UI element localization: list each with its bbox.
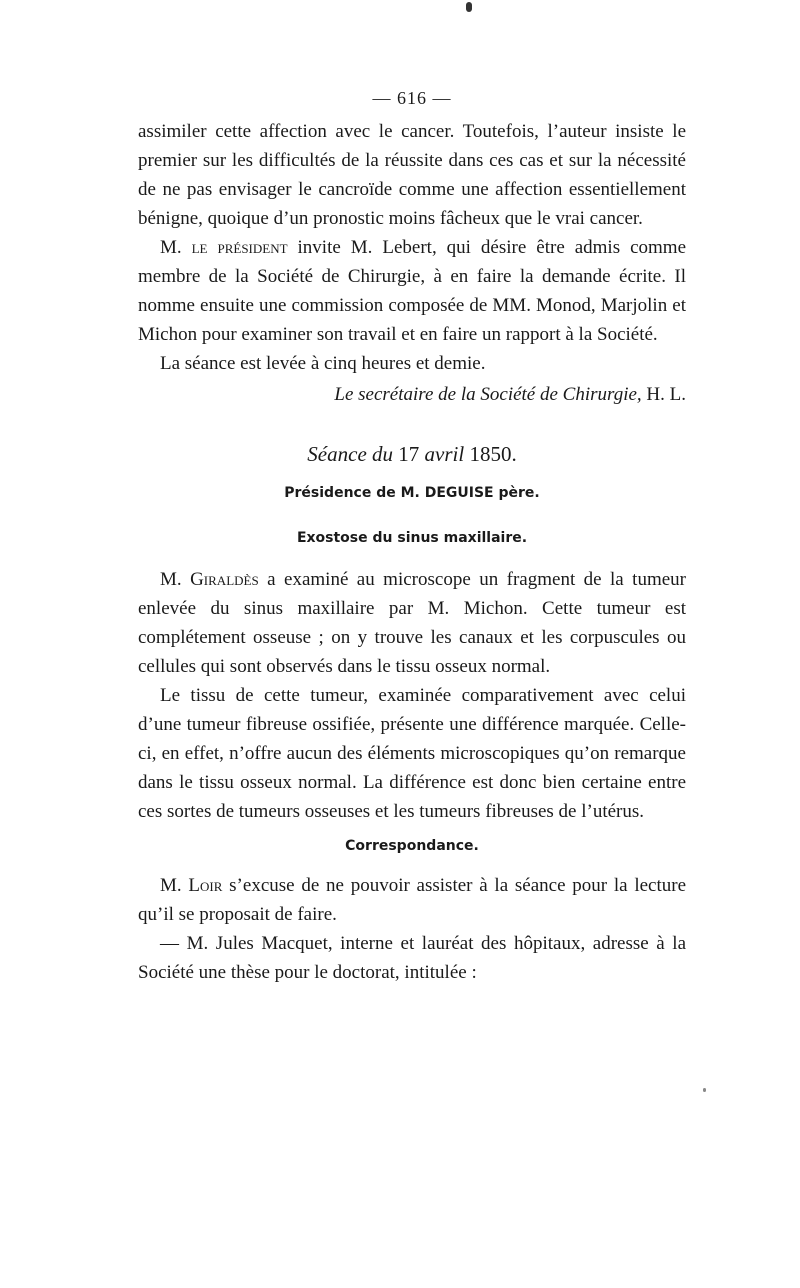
session-day: 17	[393, 442, 425, 466]
paragraph-text: invite M. Lebert, qui désire être admis comme membre de la Société de Chirurgie, à en faire la demande écrite. Il nomme ensuite une commission composée de MM. Monod, Marjolin et Michon pour examiner son travail et en faire un rapport à la Société.	[138, 237, 687, 345]
presidency-line: Présidence de M. DEGUISE père.	[284, 485, 540, 501]
paragraph-text: a examiné au microscope un fragment de la tumeur enlevée du sinus maxillaire par M. Michon. Cette tumeur est complétement osseuse ; on y trouve les canaux et les corpuscules ou cellules qui sont observés dans le tissu osseux normal.	[138, 569, 686, 677]
speaker-name: M. Giraldès	[160, 569, 259, 590]
session-month: avril	[424, 442, 465, 466]
speaker-name: M. le président	[160, 237, 288, 258]
paragraph	[138, 871, 686, 929]
paragraph	[138, 565, 686, 681]
section-heading: Correspondance.	[345, 838, 479, 854]
paragraph: Le tissu de cette tumeur, examinée comparativement avec celui d’une tumeur fibreuse ossifiée, présente une différence marquée. Celle-ci, en effet, n’offre aucun des éléments microscopiques qu’on remarque dans le tissu osseux normal. La différence est donc bien certaine entre ces sortes de tumeurs osseuses et les tumeurs fibreuses de l’utérus.	[138, 685, 686, 822]
paragraph: assimiler cette affection avec le cancer. Toutefois, l’auteur insiste le premier sur les difficultés de la réussite dans ces cas et sur la nécessité de ne pas envisager le cancroïde comme une affection essentiellement bénigne, quoique d’un pronostic moins fâcheux que le vrai cancer.	[138, 121, 686, 229]
signature-initials: H. L.	[641, 384, 686, 405]
session-title	[138, 440, 686, 469]
paragraph-text: s’excuse de ne pouvoir assister à la séance pour la lecture qu’il se proposait de faire.	[138, 875, 686, 925]
paragraph: La séance est levée à cinq heures et demie.	[160, 353, 486, 374]
session-year: 1850.	[464, 442, 517, 466]
section-heading: Exostose du sinus maxillaire.	[296, 530, 528, 546]
speaker-name: M. Loir	[160, 875, 223, 896]
ink-mark	[703, 1088, 706, 1092]
paragraph: — M. Jules Macquet, interne et lauréat des hôpitaux, adresse à la Société une thèse pour le doctorat, intitulée :	[138, 933, 686, 983]
paragraph	[138, 233, 686, 349]
ink-mark	[466, 2, 472, 12]
signature	[138, 380, 686, 409]
signature-role: Le secrétaire de la Société de Chirurgie,	[334, 384, 642, 405]
page-body	[138, 84, 686, 987]
session-prefix: Séance du	[307, 442, 394, 466]
page-number: — 616 —	[372, 88, 452, 108]
